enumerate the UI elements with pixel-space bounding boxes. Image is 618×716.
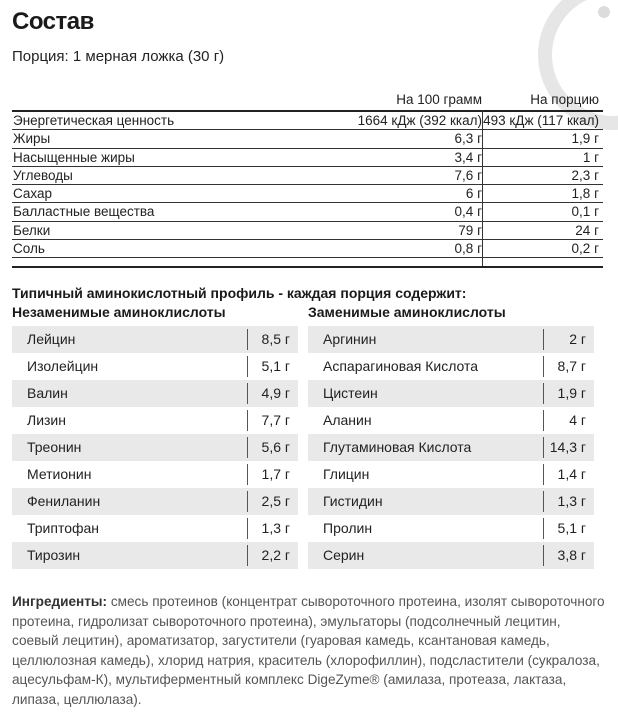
amino-name: Глицин <box>323 466 370 482</box>
amino-value: 8,7 г <box>557 358 586 374</box>
amino-row <box>308 326 594 353</box>
nutrient-per-serving: 24 г <box>575 222 599 238</box>
amino-row <box>12 434 298 461</box>
amino-divider <box>543 545 544 566</box>
ingredients-block <box>12 592 607 710</box>
amino-name: Метионин <box>27 466 92 482</box>
amino-row <box>12 326 298 353</box>
amino-row <box>308 515 594 542</box>
amino-divider <box>247 491 248 512</box>
nutrition-header <box>12 88 603 112</box>
amino-divider <box>543 437 544 458</box>
amino-name: Валин <box>27 385 68 401</box>
amino-divider <box>543 356 544 377</box>
amino-value: 2,5 г <box>261 493 290 509</box>
nutrition-row <box>12 167 603 185</box>
nutrient-name: Энергетическая ценность <box>13 113 175 128</box>
amino-name: Лизин <box>27 412 66 428</box>
amino-row <box>12 353 298 380</box>
nutrient-per-serving: 0,1 г <box>571 204 599 220</box>
nonessential-amino-list <box>308 326 594 569</box>
page-title: Состав <box>12 8 94 35</box>
amino-divider <box>543 329 544 350</box>
amino-divider <box>247 545 248 566</box>
nutrition-row <box>12 149 603 167</box>
amino-divider <box>543 464 544 485</box>
nutrient-per-serving: 0,2 г <box>571 241 599 257</box>
amino-divider <box>543 410 544 431</box>
amino-name: Триптофан <box>27 520 100 536</box>
amino-name: Аргинин <box>323 331 377 347</box>
amino-row <box>12 461 298 488</box>
amino-value: 1,7 г <box>261 466 290 482</box>
amino-name: Фениланин <box>27 493 101 509</box>
nutrition-row <box>12 203 603 221</box>
amino-name: Аспарагиновая Кислота <box>323 358 479 374</box>
amino-value: 5,6 г <box>261 439 290 455</box>
amino-row <box>308 461 594 488</box>
nonessential-amino-title: Заменимые аминоклислоты <box>308 304 506 320</box>
nutrient-name: Соль <box>13 241 45 257</box>
amino-name: Пролин <box>323 520 373 536</box>
amino-profile-title: Типичный аминокислотный профиль - каждая порция содержит: <box>12 285 467 301</box>
amino-value: 1,3 г <box>557 493 586 509</box>
nutrition-row <box>12 185 603 203</box>
amino-value: 2 г <box>569 331 586 347</box>
amino-name: Аланин <box>323 412 372 428</box>
amino-value: 1,3 г <box>261 520 290 536</box>
amino-divider <box>543 383 544 404</box>
nutrient-per-serving: 1,8 г <box>571 186 599 202</box>
amino-divider <box>247 383 248 404</box>
amino-divider <box>247 410 248 431</box>
nutrient-name: Белки <box>13 222 51 238</box>
amino-row <box>308 353 594 380</box>
nutrient-per100: 7,6 г <box>454 167 482 183</box>
amino-row <box>308 542 594 569</box>
amino-value: 4 г <box>569 412 586 428</box>
nutrition-table <box>12 88 603 258</box>
amino-value: 7,7 г <box>261 412 290 428</box>
amino-row <box>308 488 594 515</box>
nutrient-per-serving: 2,3 г <box>571 167 599 183</box>
nutrient-name: Жиры <box>13 131 51 147</box>
essential-amino-list <box>12 326 298 569</box>
nutrition-row <box>12 222 603 240</box>
amino-value: 4,9 г <box>261 385 290 401</box>
table-bottom-rule <box>12 266 603 268</box>
column-divider <box>482 110 483 267</box>
amino-value: 8,5 г <box>261 331 290 347</box>
nutrient-per100: 0,8 г <box>454 241 482 257</box>
amino-name: Гистидин <box>323 493 383 509</box>
amino-row <box>308 434 594 461</box>
amino-name: Треонин <box>27 439 82 455</box>
amino-divider <box>247 464 248 485</box>
amino-value: 14,3 г <box>549 439 586 455</box>
amino-value: 1,9 г <box>557 385 586 401</box>
nutrient-name: Балластные вещества <box>13 204 155 220</box>
amino-name: Цистеин <box>323 385 378 401</box>
amino-divider <box>543 518 544 539</box>
nutrient-per100: 79 г <box>458 222 482 238</box>
amino-divider <box>247 437 248 458</box>
amino-value: 2,2 г <box>261 547 290 563</box>
nutrient-name: Сахар <box>13 186 53 202</box>
decorative-dot <box>598 6 610 18</box>
amino-row <box>308 380 594 407</box>
amino-name: Изолейцин <box>27 358 99 374</box>
amino-name: Тирозин <box>27 547 81 563</box>
ingredients-label: Ингредиенты: <box>12 594 108 609</box>
nutrient-per100: 0,4 г <box>454 204 482 220</box>
amino-divider <box>543 491 544 512</box>
ingredients-text: смесь протеинов (концентрат сывороточного протеина, изолят сывороточного протеина, гидролизат сывороточного протеина), эмульгаторы (подсолнечный лецитин, соевый лецитин), ароматизатор, загустители (гуаровая камедь, ксантановая камедь, целлюлозная камедь), хлорид натрия, краситель (хлорофиллин), подсластители (сукралоза, ацесульфам-К), мультиферментный комплекс DigeZyme® (амилаза, протеаза, лактаза, липаза, целлюлаза). <box>12 594 605 707</box>
nutrient-per100: 1664 кДж (392 ккал) <box>357 113 482 128</box>
nutrient-per100: 3,4 г <box>454 149 482 165</box>
amino-row <box>12 515 298 542</box>
amino-row <box>12 407 298 434</box>
amino-divider <box>247 518 248 539</box>
nutrient-per100: 6 г <box>465 186 482 202</box>
amino-divider <box>247 356 248 377</box>
amino-row <box>308 407 594 434</box>
serving-size: Порция: 1 мерная ложка (30 г) <box>12 48 225 65</box>
essential-amino-title: Незаменимые аминоклислоты <box>12 304 226 320</box>
amino-row <box>12 488 298 515</box>
col-perserving-header: На порцию <box>530 92 599 107</box>
nutrient-per-serving: 1 г <box>582 149 599 165</box>
amino-value: 3,8 г <box>557 547 586 563</box>
col-per100-header: На 100 грамм <box>396 92 482 107</box>
nutrition-row <box>12 240 603 258</box>
nutrient-per-serving: 1,9 г <box>571 131 599 147</box>
amino-row <box>12 380 298 407</box>
nutrient-name: Насыщенные жиры <box>13 149 135 165</box>
nutrition-row <box>12 112 603 130</box>
amino-value: 1,4 г <box>557 466 586 482</box>
nutrient-name: Углеводы <box>13 167 73 183</box>
amino-name: Серин <box>323 547 365 563</box>
nutrient-per100: 6,3 г <box>454 131 482 147</box>
nutrition-row <box>12 130 603 148</box>
amino-row <box>12 542 298 569</box>
amino-name: Глутаминовая Кислота <box>323 439 472 455</box>
amino-value: 5,1 г <box>261 358 290 374</box>
amino-value: 5,1 г <box>557 520 586 536</box>
nutrient-per-serving: 493 кДж (117 ккал) <box>483 113 599 128</box>
amino-name: Лейцин <box>27 331 76 347</box>
amino-divider <box>247 329 248 350</box>
